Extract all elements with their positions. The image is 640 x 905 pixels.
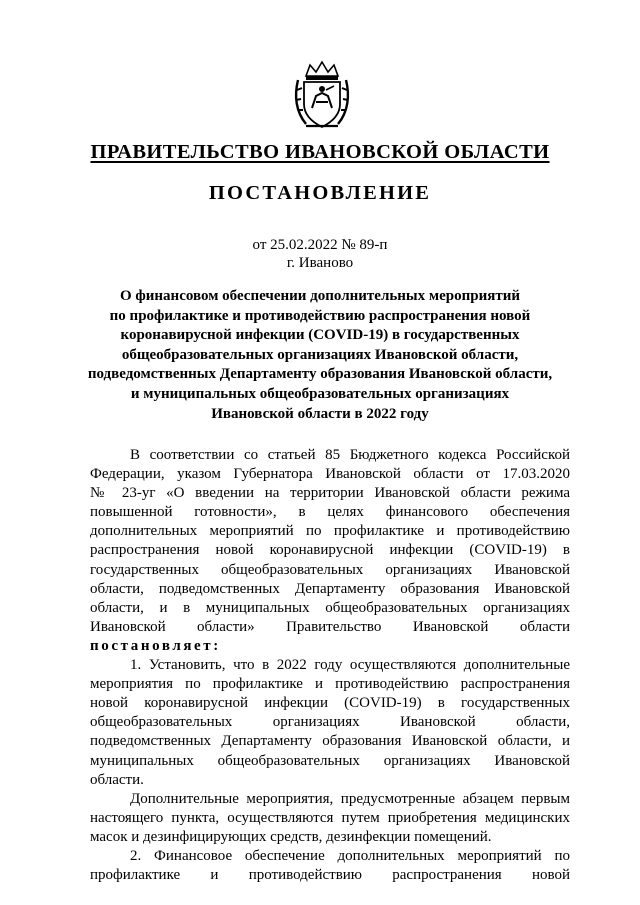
government-title: ПРАВИТЕЛЬСТВО ИВАНОВСКОЙ ОБЛАСТИ xyxy=(90,141,550,163)
subject-line: коронавирусной инфекции (COVID-19) в государственных xyxy=(120,327,520,344)
body-line: масок и дезинфицирующих средств, дезинфекции помещений. xyxy=(90,828,492,845)
body-line: области, и в муниципальных общеобразовательных организациях xyxy=(90,599,570,616)
body-line: Ивановской области» Правительство Ивановской области xyxy=(90,618,570,635)
body-line: дополнительных мероприятий по профилактике и противодействию xyxy=(90,523,570,540)
body-line: 1. Установить, что в 2022 году осуществляются дополнительные xyxy=(130,657,570,674)
body-line: новой коронавирусной инфекции (COVID-19) в государственных xyxy=(90,695,570,712)
body-line: Федерации, указом Губернатора Ивановской области от 17.03.2020 xyxy=(90,466,570,483)
body-line: государственных общеобразовательных организациях Ивановской xyxy=(90,561,570,578)
body-line: области. xyxy=(90,771,144,788)
body-line: распространения новой коронавирусной инфекции (COVID-19) в xyxy=(90,542,570,559)
subject-line: Ивановской области в 2022 году xyxy=(211,405,429,422)
body-line: настоящего пункта, осуществляются путем приобретения медицинских xyxy=(90,809,570,826)
body-line: В соответствии со статьей 85 Бюджетного кодекса Российской xyxy=(130,447,570,463)
body-line: мероприятия по профилактике и противодействию распространения xyxy=(90,676,570,693)
body-line: повышенной готовности», в целях финансового обеспечения xyxy=(90,504,570,521)
city-line: г. Иваново xyxy=(286,255,354,271)
body-line: общеобразовательных организациях Ивановской области, xyxy=(90,714,570,731)
resolves-word: постановляет: xyxy=(90,637,221,654)
document-type-title: ПОСТАНОВЛЕНИЕ xyxy=(208,182,432,204)
subject-line: О финансовом обеспечении дополнительных мероприятий xyxy=(119,288,521,304)
ivanovo-oblast-coat-of-arms-icon xyxy=(292,60,352,130)
body-line: подведомственных Департаменту образования Ивановской области, и xyxy=(90,733,570,750)
document-subject xyxy=(60,287,580,424)
subject-line: и муниципальных общеобразовательных организациях xyxy=(130,385,510,402)
body-line: профилактике и противодействию распространения новой xyxy=(90,867,570,884)
body-line: муниципальных общеобразовательных организациях Ивановской xyxy=(90,752,570,769)
body-line: Дополнительные мероприятия, предусмотренные абзацем первым xyxy=(130,790,570,807)
body-line: 2. Финансовое обеспечение дополнительных мероприятий по xyxy=(130,847,570,864)
subject-line: по профилактике и противодействию распространения новой xyxy=(109,307,531,324)
subject-line: подведомственных Департаменту образования Ивановской области, xyxy=(87,366,553,383)
body-line: № 23-уг «О введении на территории Ивановской области режима xyxy=(90,485,570,502)
date-number-line: от 25.02.2022 № 89-п xyxy=(252,237,388,253)
document-body xyxy=(90,446,570,885)
body-line: области, подведомственных Департаменту образования Ивановской xyxy=(90,580,570,597)
subject-line: общеобразовательных организациях Ивановской области, xyxy=(121,346,519,363)
